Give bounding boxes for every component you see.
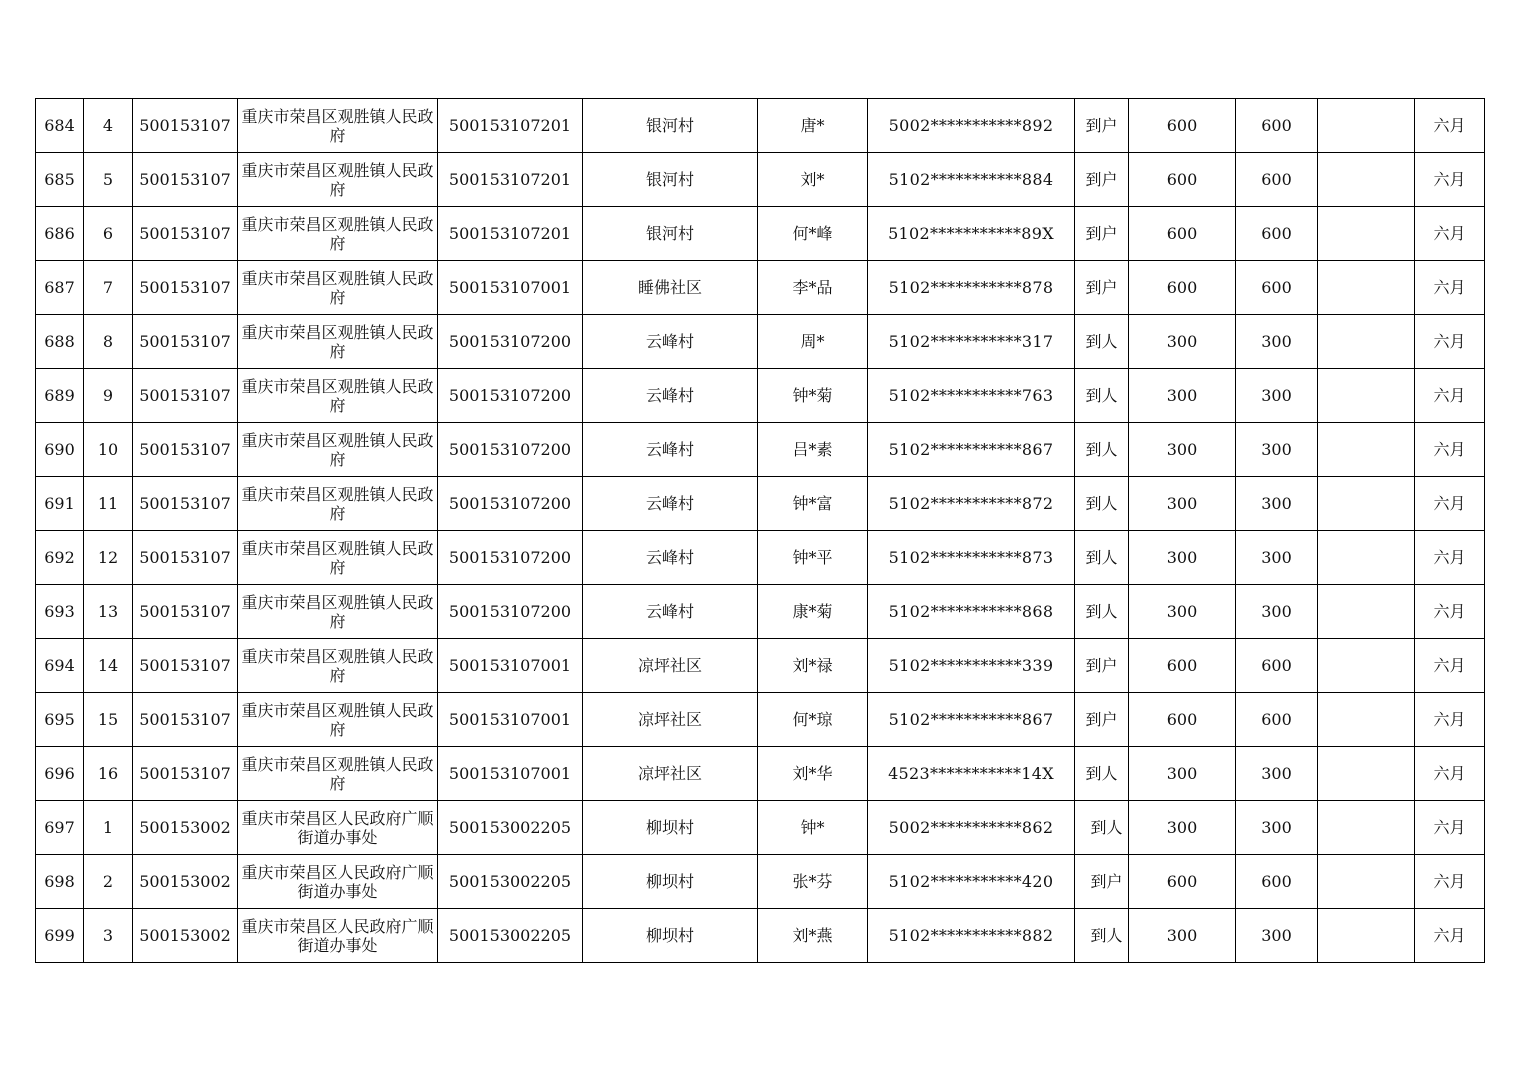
paid-amount-cell: 300 (1236, 585, 1318, 639)
amount-cell: 300 (1129, 747, 1236, 801)
person-name-cell: 刘*禄 (758, 639, 868, 693)
paid-amount-cell: 600 (1236, 261, 1318, 315)
organization-cell: 重庆市荣昌区观胜镇人民政府 (238, 207, 438, 261)
subsidy-table (35, 98, 1485, 963)
village-cell: 云峰村 (583, 477, 758, 531)
org-code-cell: 500153107 (133, 639, 238, 693)
id-number-cell: 5102***********763 (868, 369, 1075, 423)
sequence-cell: 4 (84, 99, 133, 153)
month-cell: 六月 (1415, 639, 1485, 693)
person-name-cell: 张*芬 (758, 855, 868, 909)
org-code-cell: 500153107 (133, 585, 238, 639)
organization-cell: 重庆市荣昌区观胜镇人民政府 (238, 531, 438, 585)
table-row (36, 585, 1485, 639)
person-name-cell: 唐* (758, 99, 868, 153)
subsidy-type-cell: 到户 (1075, 153, 1129, 207)
subsidy-type-cell: 到户 (1075, 261, 1129, 315)
id-number-cell: 5102***********339 (868, 639, 1075, 693)
remark-cell (1318, 855, 1415, 909)
village-cell: 云峰村 (583, 423, 758, 477)
subsidy-type-cell: 到户 (1075, 207, 1129, 261)
village-code-cell: 500153107201 (438, 207, 583, 261)
table-row (36, 207, 1485, 261)
organization-cell: 重庆市荣昌区观胜镇人民政府 (238, 153, 438, 207)
paid-amount-cell: 300 (1236, 747, 1318, 801)
village-cell: 凉坪社区 (583, 693, 758, 747)
village-cell: 云峰村 (583, 369, 758, 423)
sequence-cell: 2 (84, 855, 133, 909)
row-number-cell: 699 (36, 909, 84, 963)
month-cell: 六月 (1415, 585, 1485, 639)
paid-amount-cell: 300 (1236, 531, 1318, 585)
village-cell: 柳坝村 (583, 801, 758, 855)
remark-cell (1318, 693, 1415, 747)
sequence-cell: 8 (84, 315, 133, 369)
amount-cell: 300 (1129, 801, 1236, 855)
remark-cell (1318, 747, 1415, 801)
organization-cell: 重庆市荣昌区人民政府广顺街道办事处 (238, 855, 438, 909)
organization-cell: 重庆市荣昌区人民政府广顺街道办事处 (238, 909, 438, 963)
subsidy-type-cell: 到户 (1075, 855, 1129, 909)
person-name-cell: 钟* (758, 801, 868, 855)
organization-cell: 重庆市荣昌区观胜镇人民政府 (238, 261, 438, 315)
village-code-cell: 500153107200 (438, 531, 583, 585)
sequence-cell: 11 (84, 477, 133, 531)
row-number-cell: 687 (36, 261, 84, 315)
village-cell: 云峰村 (583, 585, 758, 639)
subsidy-type-cell: 到人 (1075, 801, 1129, 855)
village-code-cell: 500153107200 (438, 315, 583, 369)
remark-cell (1318, 153, 1415, 207)
subsidy-type-cell: 到人 (1075, 909, 1129, 963)
village-code-cell: 500153107201 (438, 153, 583, 207)
subsidy-type-cell: 到户 (1075, 693, 1129, 747)
organization-cell: 重庆市荣昌区观胜镇人民政府 (238, 423, 438, 477)
paid-amount-cell: 300 (1236, 315, 1318, 369)
organization-cell: 重庆市荣昌区观胜镇人民政府 (238, 315, 438, 369)
village-code-cell: 500153107200 (438, 585, 583, 639)
id-number-cell: 5002***********892 (868, 99, 1075, 153)
sequence-cell: 5 (84, 153, 133, 207)
organization-cell: 重庆市荣昌区观胜镇人民政府 (238, 585, 438, 639)
month-cell: 六月 (1415, 747, 1485, 801)
person-name-cell: 李*品 (758, 261, 868, 315)
id-number-cell: 5102***********884 (868, 153, 1075, 207)
paid-amount-cell: 600 (1236, 207, 1318, 261)
amount-cell: 300 (1129, 909, 1236, 963)
org-code-cell: 500153002 (133, 855, 238, 909)
village-cell: 银河村 (583, 153, 758, 207)
remark-cell (1318, 315, 1415, 369)
subsidy-type-cell: 到人 (1075, 477, 1129, 531)
month-cell: 六月 (1415, 99, 1485, 153)
village-cell: 柳坝村 (583, 855, 758, 909)
village-code-cell: 500153002205 (438, 909, 583, 963)
person-name-cell: 周* (758, 315, 868, 369)
remark-cell (1318, 531, 1415, 585)
row-number-cell: 695 (36, 693, 84, 747)
organization-cell: 重庆市荣昌区观胜镇人民政府 (238, 747, 438, 801)
village-cell: 睡佛社区 (583, 261, 758, 315)
org-code-cell: 500153002 (133, 801, 238, 855)
sequence-cell: 9 (84, 369, 133, 423)
person-name-cell: 刘*华 (758, 747, 868, 801)
village-cell: 银河村 (583, 207, 758, 261)
org-code-cell: 500153107 (133, 531, 238, 585)
paid-amount-cell: 300 (1236, 423, 1318, 477)
subsidy-type-cell: 到人 (1075, 585, 1129, 639)
org-code-cell: 500153107 (133, 261, 238, 315)
organization-cell: 重庆市荣昌区观胜镇人民政府 (238, 477, 438, 531)
village-cell: 凉坪社区 (583, 639, 758, 693)
village-code-cell: 500153107001 (438, 261, 583, 315)
amount-cell: 600 (1129, 207, 1236, 261)
village-code-cell: 500153002205 (438, 855, 583, 909)
remark-cell (1318, 801, 1415, 855)
remark-cell (1318, 369, 1415, 423)
sequence-cell: 16 (84, 747, 133, 801)
month-cell: 六月 (1415, 207, 1485, 261)
paid-amount-cell: 300 (1236, 909, 1318, 963)
id-number-cell: 5102***********882 (868, 909, 1075, 963)
org-code-cell: 500153002 (133, 909, 238, 963)
village-cell: 云峰村 (583, 531, 758, 585)
person-name-cell: 钟*菊 (758, 369, 868, 423)
amount-cell: 300 (1129, 423, 1236, 477)
village-cell: 柳坝村 (583, 909, 758, 963)
org-code-cell: 500153107 (133, 99, 238, 153)
remark-cell (1318, 207, 1415, 261)
village-cell: 银河村 (583, 99, 758, 153)
id-number-cell: 5102***********878 (868, 261, 1075, 315)
remark-cell (1318, 909, 1415, 963)
row-number-cell: 693 (36, 585, 84, 639)
village-code-cell: 500153107200 (438, 477, 583, 531)
month-cell: 六月 (1415, 315, 1485, 369)
sequence-cell: 15 (84, 693, 133, 747)
table-row (36, 99, 1485, 153)
row-number-cell: 692 (36, 531, 84, 585)
row-number-cell: 698 (36, 855, 84, 909)
person-name-cell: 钟*平 (758, 531, 868, 585)
table-body (36, 99, 1485, 963)
id-number-cell: 5102***********867 (868, 693, 1075, 747)
amount-cell: 300 (1129, 315, 1236, 369)
organization-cell: 重庆市荣昌区观胜镇人民政府 (238, 99, 438, 153)
person-name-cell: 康*菊 (758, 585, 868, 639)
id-number-cell: 5102***********873 (868, 531, 1075, 585)
organization-cell: 重庆市荣昌区观胜镇人民政府 (238, 639, 438, 693)
subsidy-type-cell: 到人 (1075, 315, 1129, 369)
row-number-cell: 690 (36, 423, 84, 477)
remark-cell (1318, 477, 1415, 531)
amount-cell: 600 (1129, 153, 1236, 207)
paid-amount-cell: 600 (1236, 855, 1318, 909)
subsidy-type-cell: 到人 (1075, 747, 1129, 801)
sequence-cell: 7 (84, 261, 133, 315)
table-row (36, 369, 1485, 423)
id-number-cell: 5102***********867 (868, 423, 1075, 477)
village-code-cell: 500153107200 (438, 369, 583, 423)
org-code-cell: 500153107 (133, 207, 238, 261)
amount-cell: 300 (1129, 369, 1236, 423)
amount-cell: 600 (1129, 261, 1236, 315)
paid-amount-cell: 600 (1236, 153, 1318, 207)
row-number-cell: 689 (36, 369, 84, 423)
id-number-cell: 5102***********89X (868, 207, 1075, 261)
paid-amount-cell: 600 (1236, 693, 1318, 747)
row-number-cell: 685 (36, 153, 84, 207)
org-code-cell: 500153107 (133, 423, 238, 477)
row-number-cell: 684 (36, 99, 84, 153)
paid-amount-cell: 300 (1236, 801, 1318, 855)
subsidy-type-cell: 到人 (1075, 423, 1129, 477)
month-cell: 六月 (1415, 423, 1485, 477)
paid-amount-cell: 600 (1236, 639, 1318, 693)
id-number-cell: 4523***********14X (868, 747, 1075, 801)
row-number-cell: 686 (36, 207, 84, 261)
table-row (36, 801, 1485, 855)
amount-cell: 300 (1129, 531, 1236, 585)
sequence-cell: 1 (84, 801, 133, 855)
table-row (36, 315, 1485, 369)
remark-cell (1318, 423, 1415, 477)
id-number-cell: 5102***********317 (868, 315, 1075, 369)
amount-cell: 600 (1129, 855, 1236, 909)
org-code-cell: 500153107 (133, 477, 238, 531)
village-code-cell: 500153107001 (438, 693, 583, 747)
person-name-cell: 何*峰 (758, 207, 868, 261)
person-name-cell: 吕*素 (758, 423, 868, 477)
sequence-cell: 14 (84, 639, 133, 693)
person-name-cell: 刘*燕 (758, 909, 868, 963)
row-number-cell: 691 (36, 477, 84, 531)
village-code-cell: 500153002205 (438, 801, 583, 855)
row-number-cell: 696 (36, 747, 84, 801)
month-cell: 六月 (1415, 855, 1485, 909)
village-cell: 凉坪社区 (583, 747, 758, 801)
row-number-cell: 694 (36, 639, 84, 693)
month-cell: 六月 (1415, 909, 1485, 963)
org-code-cell: 500153107 (133, 747, 238, 801)
table-row (36, 747, 1485, 801)
subsidy-type-cell: 到户 (1075, 639, 1129, 693)
month-cell: 六月 (1415, 531, 1485, 585)
id-number-cell: 5102***********868 (868, 585, 1075, 639)
village-code-cell: 500153107001 (438, 639, 583, 693)
org-code-cell: 500153107 (133, 315, 238, 369)
subsidy-type-cell: 到人 (1075, 369, 1129, 423)
organization-cell: 重庆市荣昌区观胜镇人民政府 (238, 693, 438, 747)
paid-amount-cell: 300 (1236, 369, 1318, 423)
sequence-cell: 6 (84, 207, 133, 261)
table-row (36, 477, 1485, 531)
table-row (36, 531, 1485, 585)
month-cell: 六月 (1415, 261, 1485, 315)
sequence-cell: 12 (84, 531, 133, 585)
village-code-cell: 500153107201 (438, 99, 583, 153)
paid-amount-cell: 600 (1236, 99, 1318, 153)
sequence-cell: 10 (84, 423, 133, 477)
org-code-cell: 500153107 (133, 153, 238, 207)
amount-cell: 300 (1129, 477, 1236, 531)
sequence-cell: 13 (84, 585, 133, 639)
person-name-cell: 刘* (758, 153, 868, 207)
row-number-cell: 697 (36, 801, 84, 855)
table-row (36, 855, 1485, 909)
id-number-cell: 5102***********420 (868, 855, 1075, 909)
month-cell: 六月 (1415, 477, 1485, 531)
month-cell: 六月 (1415, 369, 1485, 423)
remark-cell (1318, 99, 1415, 153)
paid-amount-cell: 300 (1236, 477, 1318, 531)
id-number-cell: 5002***********862 (868, 801, 1075, 855)
org-code-cell: 500153107 (133, 693, 238, 747)
table-row (36, 423, 1485, 477)
village-code-cell: 500153107200 (438, 423, 583, 477)
amount-cell: 600 (1129, 639, 1236, 693)
table-row (36, 693, 1485, 747)
village-cell: 云峰村 (583, 315, 758, 369)
remark-cell (1318, 585, 1415, 639)
village-code-cell: 500153107001 (438, 747, 583, 801)
subsidy-type-cell: 到户 (1075, 99, 1129, 153)
table-row (36, 909, 1485, 963)
table-row (36, 261, 1485, 315)
organization-cell: 重庆市荣昌区观胜镇人民政府 (238, 369, 438, 423)
row-number-cell: 688 (36, 315, 84, 369)
month-cell: 六月 (1415, 153, 1485, 207)
table-row (36, 639, 1485, 693)
remark-cell (1318, 261, 1415, 315)
remark-cell (1318, 639, 1415, 693)
person-name-cell: 钟*富 (758, 477, 868, 531)
subsidy-type-cell: 到人 (1075, 531, 1129, 585)
amount-cell: 600 (1129, 99, 1236, 153)
id-number-cell: 5102***********872 (868, 477, 1075, 531)
amount-cell: 600 (1129, 693, 1236, 747)
org-code-cell: 500153107 (133, 369, 238, 423)
sequence-cell: 3 (84, 909, 133, 963)
amount-cell: 300 (1129, 585, 1236, 639)
person-name-cell: 何*琼 (758, 693, 868, 747)
month-cell: 六月 (1415, 693, 1485, 747)
table-row (36, 153, 1485, 207)
organization-cell: 重庆市荣昌区人民政府广顺街道办事处 (238, 801, 438, 855)
month-cell: 六月 (1415, 801, 1485, 855)
